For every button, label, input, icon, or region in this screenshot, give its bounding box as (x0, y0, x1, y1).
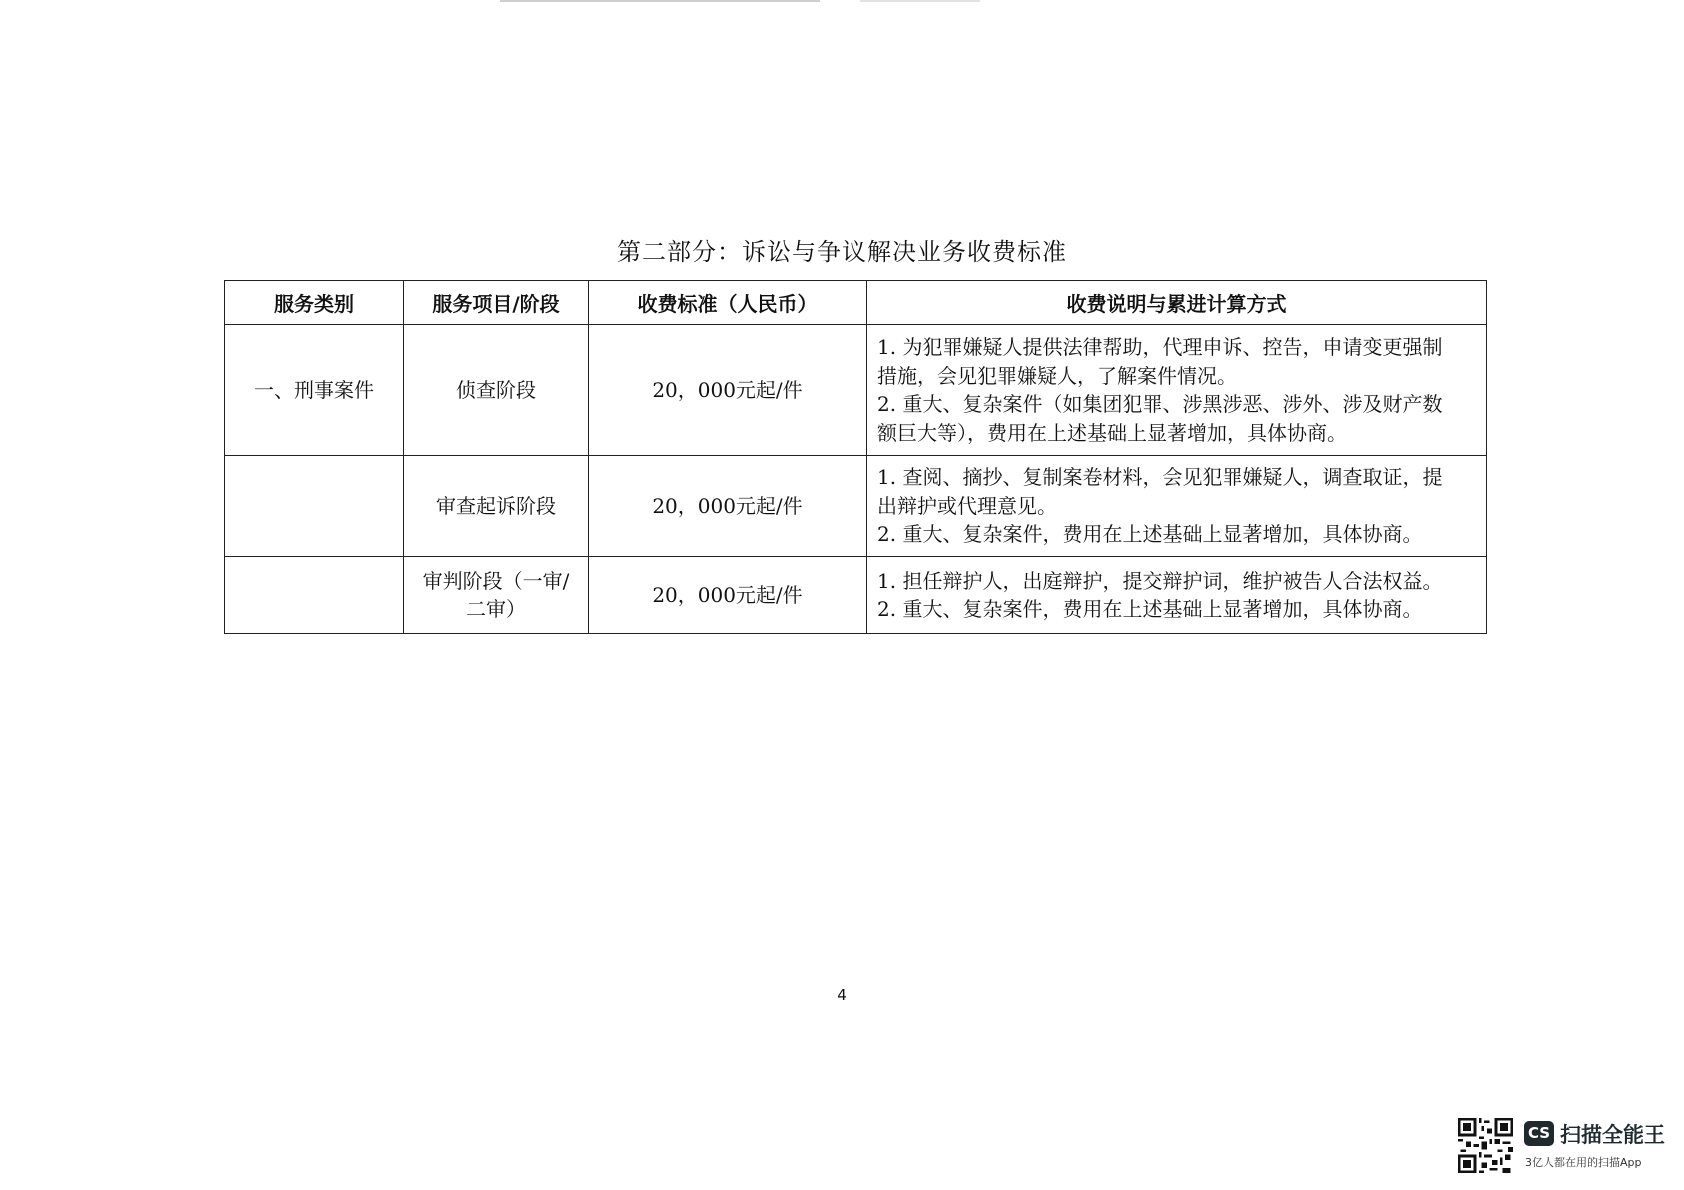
cell-category (225, 557, 404, 634)
table-row (225, 557, 1487, 634)
description-line: 出辩护或代理意见。 (877, 493, 1057, 518)
cell-fee: 20，000元起/件 (589, 557, 867, 634)
stage-line: 审判阶段（一审/ (422, 569, 570, 593)
app-tagline: 3亿人都在用的扫描App (1525, 1156, 1642, 1169)
scanner-watermark (1458, 1118, 1678, 1176)
header-fee-standard: 收费标准（人民币） (589, 281, 867, 325)
page-number: 4 (837, 986, 847, 1004)
table-row (225, 456, 1487, 557)
description-line: 2. 重大、复杂案件（如集团犯罪、涉黑涉恶、涉外、涉及财产数 (877, 392, 1443, 416)
header-service-stage: 服务项目/阶段 (404, 281, 589, 325)
scan-edge-mark (860, 0, 980, 2)
description-line: 2. 重大、复杂案件，费用在上述基础上显著增加，具体协商。 (877, 597, 1423, 621)
app-name: 扫描全能王 (1560, 1123, 1665, 1147)
description-line: 措施，会见犯罪嫌疑人，了解案件情况。 (877, 363, 1237, 388)
cell-category: 一、刑事案件 (225, 325, 404, 456)
cell-stage: 侦查阶段 (404, 325, 589, 456)
description-line: 2. 重大、复杂案件，费用在上述基础上显著增加，具体协商。 (877, 522, 1423, 547)
table-row (225, 325, 1487, 456)
cell-fee: 20，000元起/件 (589, 456, 867, 557)
cell-description (867, 557, 1487, 634)
fee-schedule-table (224, 280, 1487, 634)
cell-description (867, 325, 1487, 456)
cell-stage: 审查起诉阶段 (404, 456, 589, 557)
header-fee-description: 收费说明与累进计算方式 (867, 281, 1487, 325)
header-service-category: 服务类别 (225, 281, 404, 325)
cell-fee: 20，000元起/件 (589, 325, 867, 456)
description-line: 1. 担任辩护人，出庭辩护，提交辩护词，维护被告人合法权益。 (877, 568, 1443, 593)
description-line: 额巨大等），费用在上述基础上显著增加，具体协商。 (877, 420, 1347, 445)
scan-edge-mark (500, 0, 820, 2)
description-line: 1. 查阅、摘抄、复制案卷材料，会见犯罪嫌疑人，调查取证，提 (877, 465, 1443, 490)
cell-category (225, 456, 404, 557)
cell-stage (404, 557, 589, 634)
qr-code-icon (1458, 1118, 1513, 1173)
stage-line: 二审） (466, 597, 526, 621)
table-header-row (225, 281, 1487, 325)
cell-description (867, 456, 1487, 557)
camscanner-logo-icon: CS (1524, 1121, 1554, 1146)
description-line: 1. 为犯罪嫌疑人提供法律帮助，代理申诉、控告，申请变更强制 (877, 335, 1443, 359)
document-title: 第二部分：诉讼与争议解决业务收费标准 (617, 238, 1067, 266)
